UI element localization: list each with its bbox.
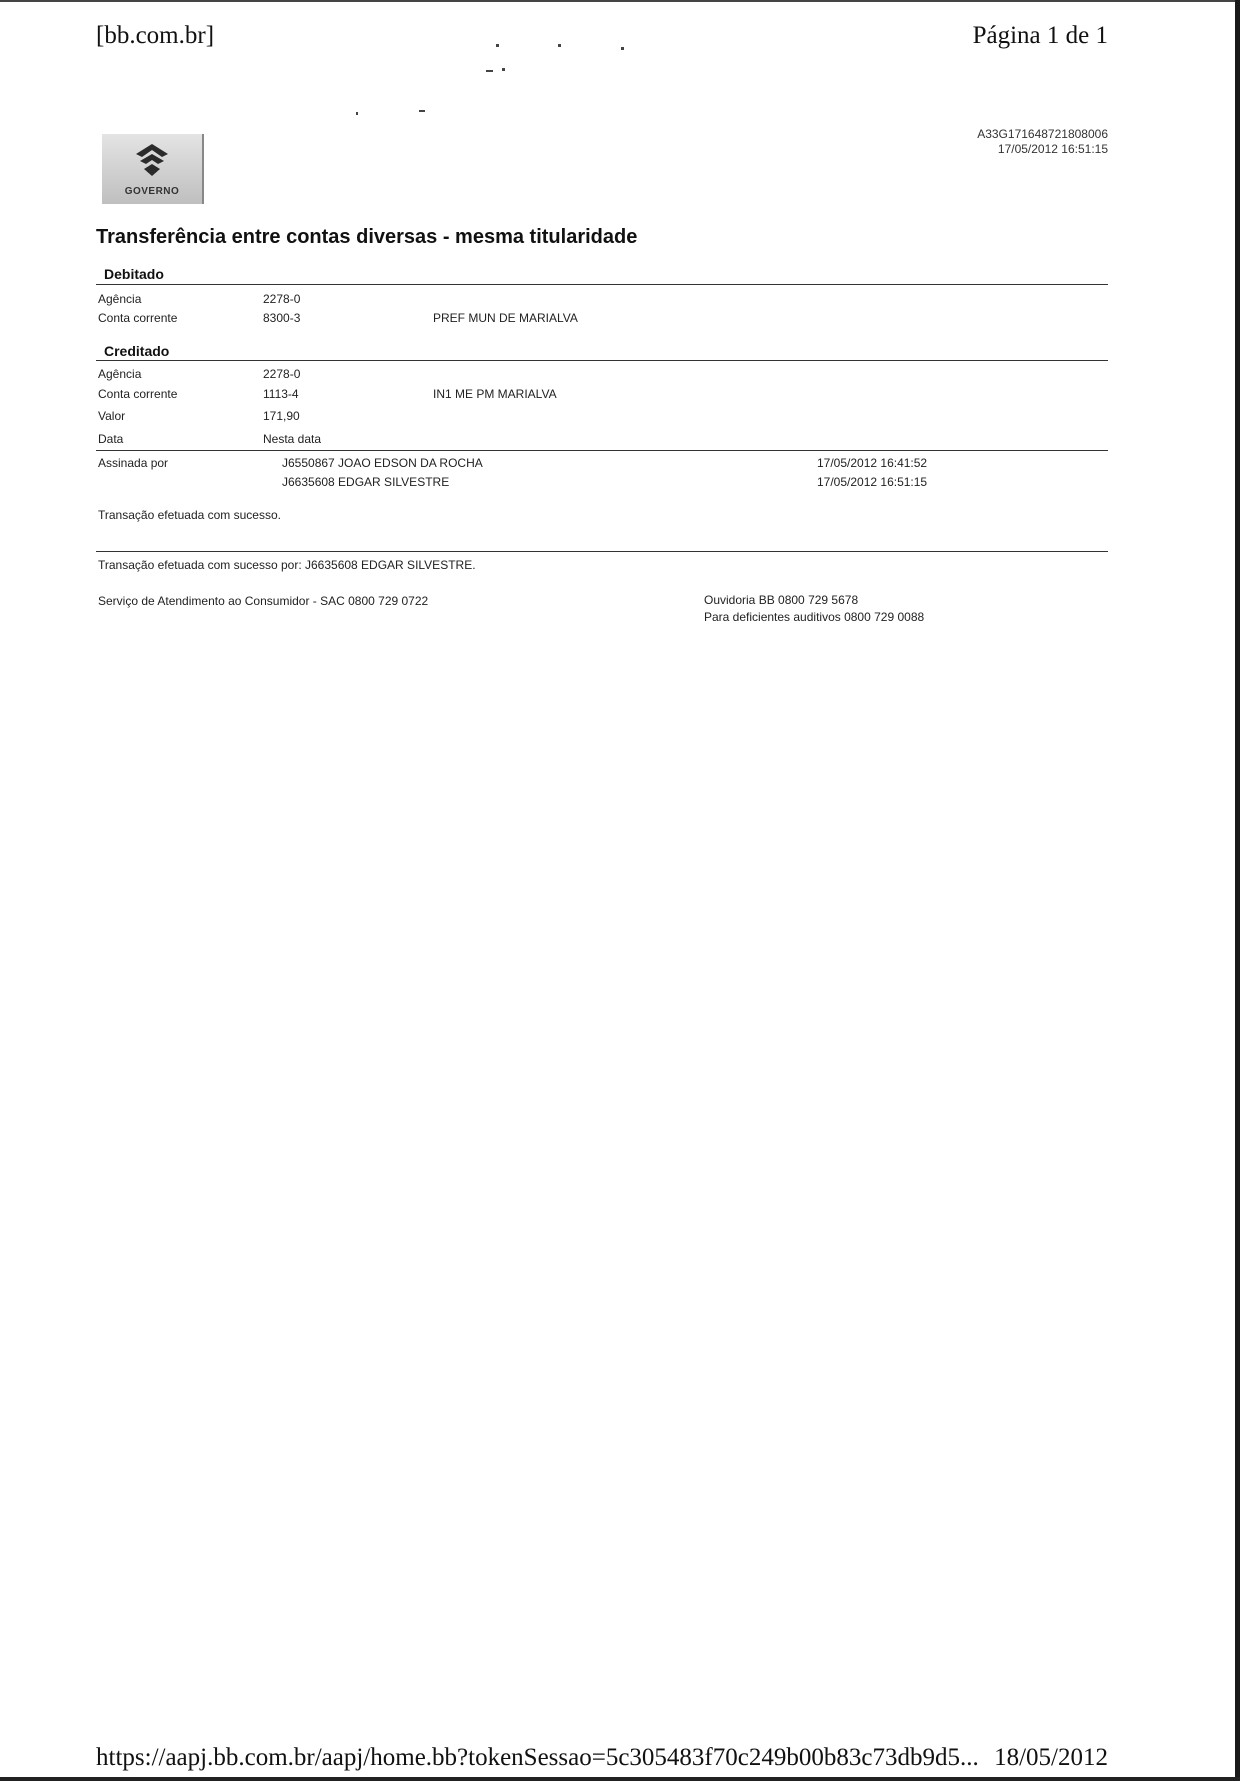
divider bbox=[96, 450, 1108, 451]
logo-label: GOVERNO bbox=[124, 186, 180, 197]
document-timestamp: 17/05/2012 16:51:15 bbox=[997, 142, 1108, 156]
bank-logo bbox=[102, 134, 204, 204]
scan-speck bbox=[356, 112, 358, 115]
document-code: A33G171648721808006 bbox=[977, 127, 1108, 141]
scan-speck bbox=[502, 68, 505, 71]
debit-account-label: Conta corrente bbox=[98, 311, 178, 325]
footer-url: https://aapj.bb.com.br/aapj/home.bb?tokenSessao=5c305483f70c249b00b83c73db9d5... bbox=[96, 1744, 979, 1771]
section-debitado: Debitado bbox=[104, 266, 164, 282]
hearing-impaired-phone: Para deficientes auditivos 0800 729 0088 bbox=[704, 610, 925, 624]
divider bbox=[96, 284, 1108, 285]
credit-account-label: Conta corrente bbox=[98, 387, 178, 401]
scan-speck bbox=[496, 44, 499, 47]
debit-holder-name: PREF MUN DE MARIALVA bbox=[433, 311, 578, 325]
sac-contact: Serviço de Atendimento ao Consumidor - SAC 0800 729 0722 bbox=[98, 594, 429, 608]
signer-timestamp: 17/05/2012 16:51:15 bbox=[817, 475, 928, 489]
scan-edge-right bbox=[1235, 0, 1240, 1781]
scan-speck bbox=[621, 47, 624, 50]
scan-edge-top bbox=[0, 0, 1240, 2]
debit-account-value: 8300-3 bbox=[263, 311, 301, 325]
status-message: Transação efetuada com sucesso. bbox=[98, 508, 281, 522]
bb-logo-icon bbox=[134, 142, 170, 178]
scan-speck bbox=[558, 44, 561, 47]
document-id bbox=[977, 127, 1108, 157]
debit-agency-label: Agência bbox=[98, 292, 142, 306]
credit-account-value: 1113-4 bbox=[263, 387, 299, 401]
divider bbox=[96, 360, 1108, 361]
credit-agency-label: Agência bbox=[98, 367, 142, 381]
date-value: Nesta data bbox=[263, 432, 322, 446]
divider bbox=[96, 551, 1108, 552]
amount-value: 171,90 bbox=[263, 409, 300, 423]
page-title: Transferência entre contas diversas - mesma titularidade bbox=[96, 226, 638, 248]
credit-holder-name: IN1 ME PM MARIALVA bbox=[433, 387, 557, 401]
amount-label: Valor bbox=[98, 409, 126, 423]
scan-speck bbox=[486, 70, 493, 72]
header-source: [bb.com.br] bbox=[96, 22, 215, 49]
debit-agency-value: 2278-0 bbox=[263, 292, 301, 306]
signed-by-label: Assinada por bbox=[98, 456, 169, 470]
signer-name: J6635608 EDGAR SILVESTRE bbox=[282, 475, 450, 489]
header-page-number: Página 1 de 1 bbox=[972, 22, 1108, 49]
credit-agency-value: 2278-0 bbox=[263, 367, 301, 381]
ombudsman-contact bbox=[704, 592, 924, 626]
signer-name: J6550867 JOAO EDSON DA ROCHA bbox=[282, 456, 483, 470]
date-label: Data bbox=[98, 432, 124, 446]
footer-date: 18/05/2012 bbox=[994, 1744, 1108, 1771]
scan-speck bbox=[419, 110, 425, 112]
scan-edge-bottom bbox=[0, 1777, 1240, 1781]
signer-timestamp: 17/05/2012 16:41:52 bbox=[817, 456, 928, 470]
status-by-message: Transação efetuada com sucesso por: J6635608 EDGAR SILVESTRE. bbox=[98, 558, 476, 572]
section-creditado: Creditado bbox=[104, 343, 170, 359]
ouvidoria-phone: Ouvidoria BB 0800 729 5678 bbox=[704, 593, 859, 607]
